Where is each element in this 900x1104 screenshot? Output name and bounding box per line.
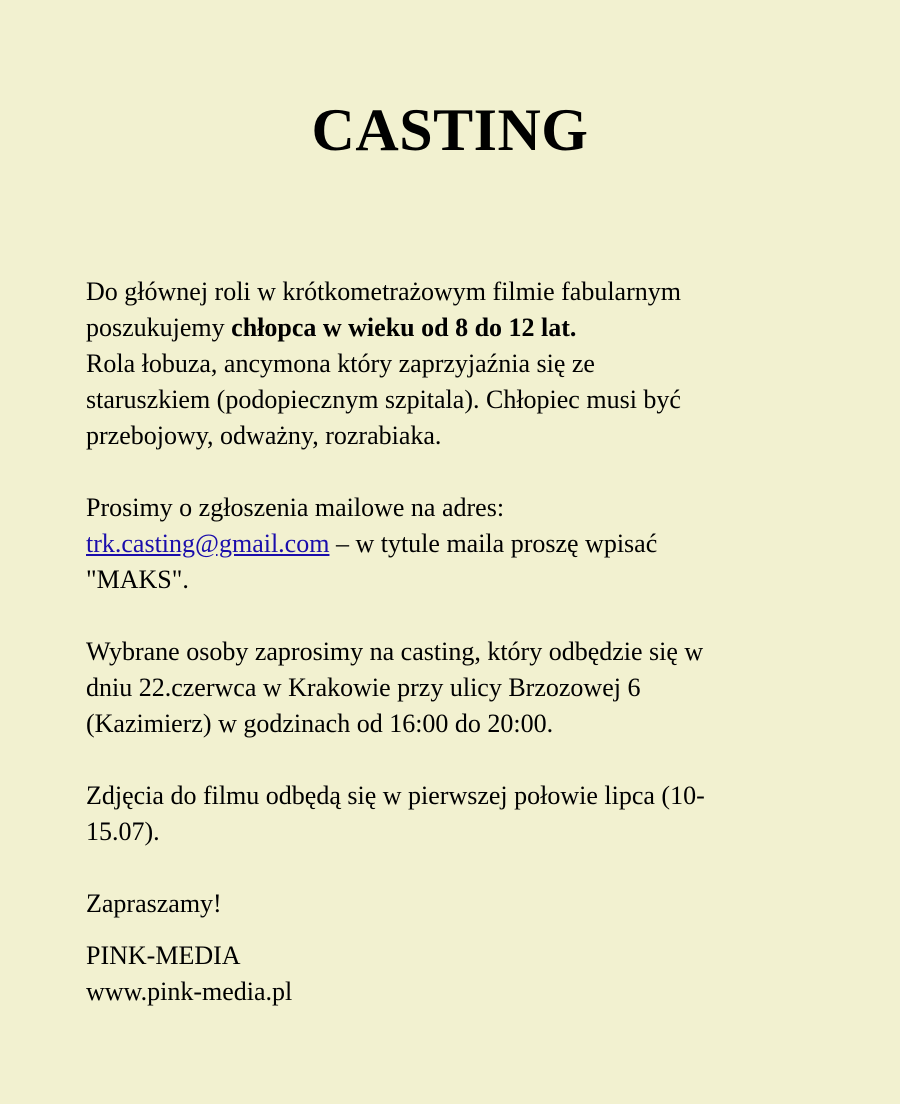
email-link[interactable]: trk.casting@gmail.com: [86, 529, 330, 558]
casting-line-1: Wybrane osoby zaprosimy na casting, który odbędzie się w: [86, 637, 704, 666]
notice-body: [86, 274, 816, 1010]
signature-company: PINK-MEDIA: [86, 941, 241, 970]
intro-paragraph: [86, 274, 816, 454]
shooting-paragraph: [86, 778, 816, 850]
contact-line-1: Prosimy o zgłoszenia mailowe na adres:: [86, 493, 505, 522]
contact-subject-line: "MAKS".: [86, 565, 189, 594]
description-line-1: Rola łobuza, ancymona który zaprzyjaźnia się ze: [86, 349, 595, 378]
closing-line: Zapraszamy!: [86, 889, 222, 918]
page-title: CASTING: [311, 97, 589, 163]
spacer: [86, 922, 816, 938]
contact-paragraph: [86, 490, 816, 598]
casting-line-3: (Kazimierz) w godzinach od 16:00 do 20:00.: [86, 709, 554, 738]
intro-line-1: Do głównej roli w krótkometrażowym filmie fabularnym: [86, 277, 681, 306]
description-line-2: staruszkiem (podopiecznym szpitala). Chłopiec musi być: [86, 385, 681, 414]
spacer: [86, 598, 816, 634]
contact-after-email: – w tytule maila proszę wpisać: [329, 529, 658, 558]
shooting-line-2: 15.07).: [86, 817, 160, 846]
spacer: [86, 454, 816, 490]
casting-paragraph: [86, 634, 816, 742]
signature-website: www.pink-media.pl: [86, 977, 293, 1006]
description-line-3: przebojowy, odważny, rozrabiaka.: [86, 421, 442, 450]
intro-lead: poszukujemy: [86, 313, 232, 342]
signature-block: [86, 938, 816, 1010]
shooting-line-1: Zdjęcia do filmu odbędą się w pierwszej połowie lipca (10-: [86, 781, 705, 810]
intro-highlight: chłopca w wieku od 8 do 12 lat.: [231, 313, 577, 342]
casting-line-2: dniu 22.czerwca w Krakowie przy ulicy Brzozowej 6: [86, 673, 641, 702]
spacer: [86, 850, 816, 886]
spacer: [86, 742, 816, 778]
